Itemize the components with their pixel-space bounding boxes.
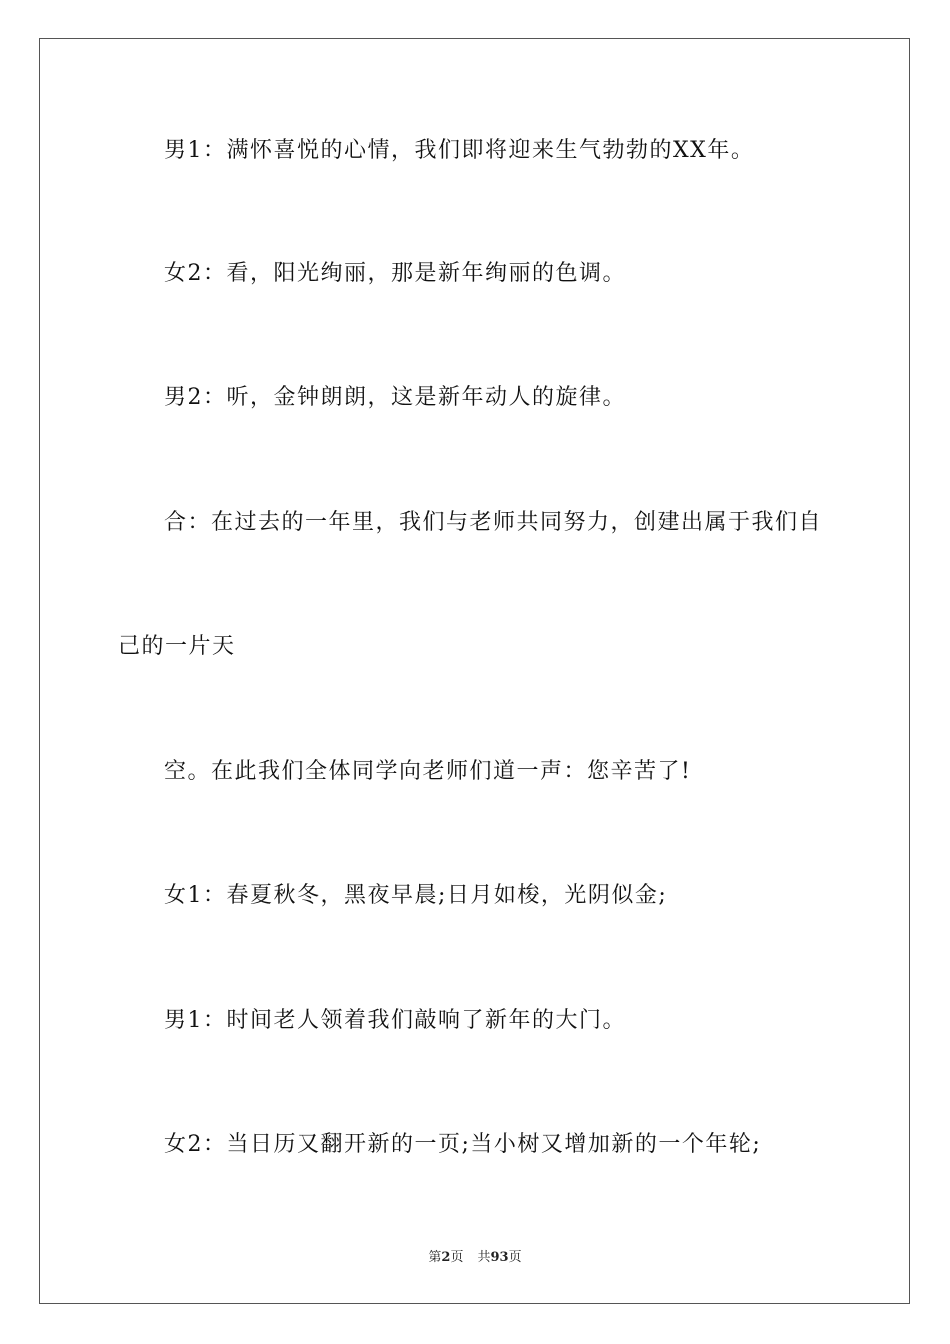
footer-page-suffix: 页 xyxy=(450,1250,464,1265)
page-frame xyxy=(39,38,910,1304)
paragraph-line: 女1：春夏秋冬，黑夜早晨;日月如梭，光阴似金; xyxy=(164,883,668,908)
paragraph-line: 合：在过去的一年里，我们与老师共同努力，创建出属于我们自 xyxy=(164,510,823,535)
paragraph-line: 男2：听，金钟朗朗，这是新年动人的旋律。 xyxy=(164,385,626,410)
paragraph-line: 男1：满怀喜悦的心情，我们即将迎来生气勃勃的XX年。 xyxy=(164,138,755,163)
footer-total-prefix: 共 xyxy=(477,1250,491,1265)
paragraph-line: 男1：时间老人领着我们敲响了新年的大门。 xyxy=(164,1008,626,1033)
paragraph-line: 空。在此我们全体同学向老师们道一声：您辛苦了! xyxy=(164,759,692,784)
paragraph-line: 女2：当日历又翻开新的一页;当小树又增加新的一个年轮; xyxy=(164,1132,762,1157)
footer-prefix: 第 xyxy=(428,1250,442,1265)
current-page-number: 2 xyxy=(441,1250,451,1265)
paragraph-line: 己的一片天 xyxy=(118,634,236,659)
total-page-count: 93 xyxy=(490,1250,509,1265)
footer-total-suffix: 页 xyxy=(508,1250,522,1265)
paragraph-line: 女2：看，阳光绚丽，那是新年绚丽的色调。 xyxy=(164,261,626,286)
page-footer xyxy=(0,1249,950,1267)
